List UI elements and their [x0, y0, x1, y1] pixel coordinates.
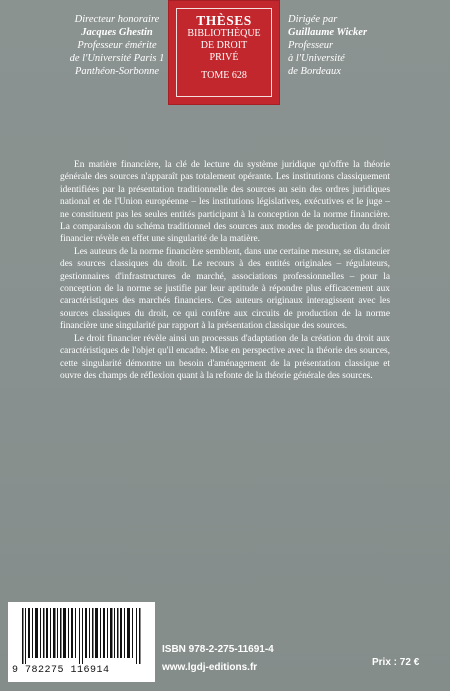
series-director-line3: de Bordeaux	[288, 66, 341, 77]
barcode-digits: 9 782275 116914	[12, 665, 110, 676]
honorary-director-line1: Professeur émérite	[77, 40, 157, 51]
series-director-role: Dirigée par	[288, 14, 338, 25]
book-summary	[60, 159, 390, 382]
series-line1: BIBLIOTHÈQUE	[187, 28, 261, 39]
summary-paragraph-1: En matière financière, la clé de lecture du système juridique qu'offre la théorie générale des sources n'apparaît pas totalement opérante. Les institutions classiquement identifiées par la présentation traditionnelle des sources au sein des ordres juridiques national et de l'Union européenne – les institutions législatives, exécutives et le juge – ne constituent pas les seules entités participant à la conception de la norme financière. La comparaison du schéma traditionnel des sources aux modes de production du droit financier révèle en effet une singularité de la matière.	[60, 160, 390, 245]
honorary-director-line3: Panthéon-Sorbonne	[75, 66, 159, 77]
isbn-number: ISBN 978-2-275-11691-4	[162, 644, 274, 655]
honorary-director-line2: de l'Université Paris 1	[69, 53, 165, 64]
summary-paragraph-3: Le droit financier révèle ainsi un processus d'adaptation de la création du droit aux caractéristiques de l'objet qu'il encadre. Mise en perspective avec la théorie des sources, cette singularité démontre un besoin d'aménagement de la présentation classique et ouvre des champs de réflexion quant à la refonte de la théorie générale des sources.	[60, 333, 390, 381]
series-director-line2: à l'Université	[288, 53, 345, 64]
series-director-name: Guillaume Wicker	[288, 27, 368, 38]
publisher-website: www.lgdj-editions.fr	[162, 662, 258, 673]
honorary-director-role: Directeur honoraire	[74, 14, 160, 25]
honorary-director-name: Jacques Ghestin	[81, 27, 153, 38]
barcode-bars	[22, 608, 142, 664]
series-line2: DE DROIT	[200, 40, 248, 51]
series-badge-frame	[176, 8, 272, 97]
series-director-line1: Professeur	[288, 40, 334, 51]
series-title: THÈSES	[196, 13, 252, 28]
series-director-block	[288, 13, 408, 78]
series-badge	[168, 0, 280, 105]
series-tome: TOME 628	[201, 70, 247, 81]
isbn-barcode	[8, 602, 155, 682]
honorary-director-block	[52, 13, 182, 78]
summary-paragraph-2: Les auteurs de la norme financière semblent, dans une certaine mesure, se distancier des sources classiques du droit. Le recours à des entités originales – régulateurs, gestionnaires d'infrastructures de marché, associations professionnelles – pour la conception de la norme se justifie par leur aptitude à répondre plus efficacement aux caractéristiques des marchés financiers. Ces auteurs originaux interagissent avec les sources classiques du droit, ce qui confère aux circuits de production de la norme financière une singularité par rapport à la présentation classique des sources.	[60, 246, 391, 332]
price-label: Prix : 72 €	[372, 657, 420, 668]
series-line3: PRIVÉ	[209, 52, 239, 63]
